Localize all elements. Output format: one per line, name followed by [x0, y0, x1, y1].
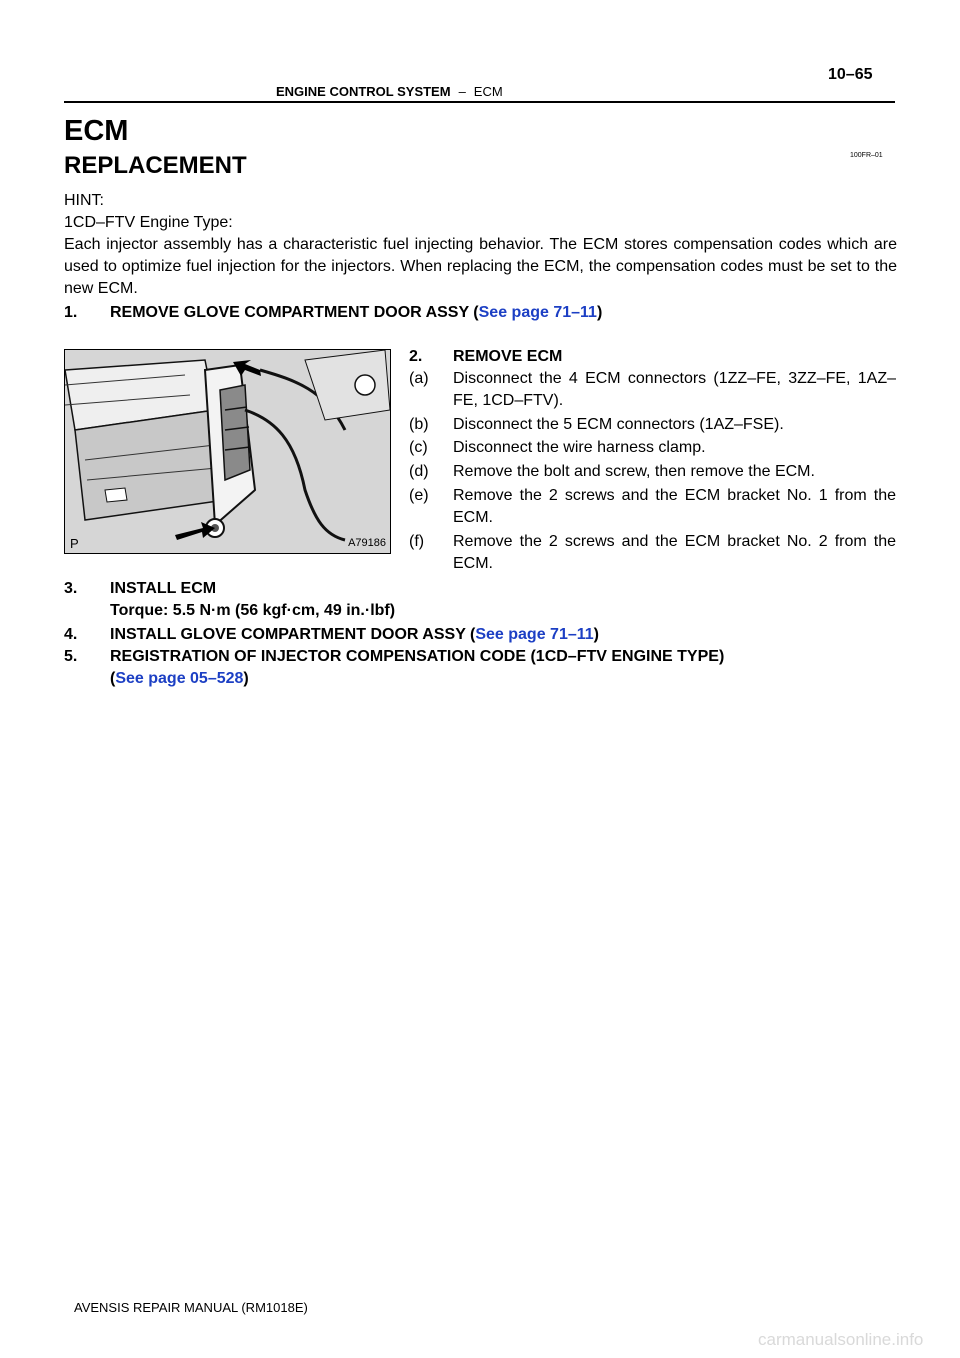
substep-text: Remove the bolt and screw, then remove the ECM. — [453, 463, 815, 480]
step-text: INSTALL GLOVE COMPARTMENT DOOR ASSY ( — [110, 626, 476, 643]
ecm-figure — [64, 349, 391, 554]
step-number: 5. — [64, 648, 78, 665]
figure-corner-label: P — [70, 536, 79, 551]
substep-letter: (f) — [409, 533, 425, 550]
substep-letter: (d) — [409, 463, 429, 480]
figure-id: A79186 — [348, 537, 386, 549]
section-name: ENGINE CONTROL SYSTEM — [276, 84, 451, 99]
page-reference-link[interactable]: See page 71–11 — [475, 626, 594, 643]
step-1 — [64, 302, 894, 324]
hint-paragraph: Each injector assembly has a characteristic fuel injecting behavior. The ECM stores compensation codes which are used to optimize fuel injection for the injectors. When replacing the ECM, the compensation codes must be set to the new ECM. — [64, 236, 897, 297]
step-tail: ) — [596, 304, 603, 321]
header-rule — [64, 101, 895, 103]
ecm-illustration — [65, 350, 390, 553]
page-reference-link[interactable]: See page 71–11 — [478, 304, 597, 321]
step-text: REGISTRATION OF INJECTOR COMPENSATION CODE (1CD–FTV ENGINE TYPE) — [110, 648, 725, 665]
step-3 — [64, 578, 894, 600]
step-text: INSTALL ECM — [110, 580, 217, 597]
torque-spec: Torque: 5.5 N·m (56 kgf·cm, 49 in.·lbf) — [110, 602, 396, 619]
step-5 — [64, 646, 894, 668]
step-2 — [409, 346, 562, 368]
substep-letter: (a) — [409, 370, 429, 387]
step-tail: ) — [593, 626, 599, 643]
substep-text: Disconnect the 4 ECM connectors (1ZZ–FE, 3ZZ–FE, 1AZ–FE, 1CD–FTV). — [453, 370, 896, 409]
page-title: ECM — [64, 115, 129, 147]
substep-e — [409, 485, 896, 529]
substep-c — [409, 437, 896, 459]
substep-text: Remove the 2 screws and the ECM bracket No. 1 from the ECM. — [453, 487, 896, 526]
running-header — [276, 84, 503, 99]
page-reference-link[interactable]: See page 05–528 — [115, 670, 244, 687]
substep-text: Disconnect the wire harness clamp. — [453, 439, 706, 456]
substep-text: Disconnect the 5 ECM connectors (1AZ–FSE). — [453, 416, 784, 433]
section-subtitle: REPLACEMENT — [64, 152, 247, 179]
substep-b — [409, 414, 896, 436]
step-number: 2. — [409, 348, 423, 365]
paren-close: ) — [243, 670, 249, 687]
step-4 — [64, 624, 894, 646]
substep-a — [409, 368, 896, 412]
step-number: 4. — [64, 626, 78, 643]
paren-open: ( — [110, 670, 116, 687]
step-text: REMOVE ECM — [453, 348, 563, 365]
substep-d — [409, 461, 896, 483]
substep-text: Remove the 2 screws and the ECM bracket No. 2 from the ECM. — [453, 533, 896, 572]
substep-letter: (c) — [409, 439, 428, 456]
step-number: 1. — [64, 304, 78, 321]
hint-label: HINT: — [64, 192, 104, 209]
step-5-reference — [110, 668, 249, 690]
substep-letter: (e) — [409, 487, 429, 504]
footer-manual-title: AVENSIS REPAIR MANUAL (RM1018E) — [74, 1300, 308, 1315]
step-text: REMOVE GLOVE COMPARTMENT DOOR ASSY ( — [110, 304, 479, 321]
step-number: 3. — [64, 580, 78, 597]
hint-engine-type: 1CD–FTV Engine Type: — [64, 214, 233, 231]
document-id: 100FR–01 — [850, 152, 883, 159]
substep-letter: (b) — [409, 416, 429, 433]
page-number: 10–65 — [828, 66, 873, 83]
subsection-name: ECM — [473, 84, 503, 99]
watermark: carmanualsonline.info — [758, 1330, 924, 1349]
substep-f — [409, 531, 896, 575]
header-separator: – — [458, 84, 466, 99]
